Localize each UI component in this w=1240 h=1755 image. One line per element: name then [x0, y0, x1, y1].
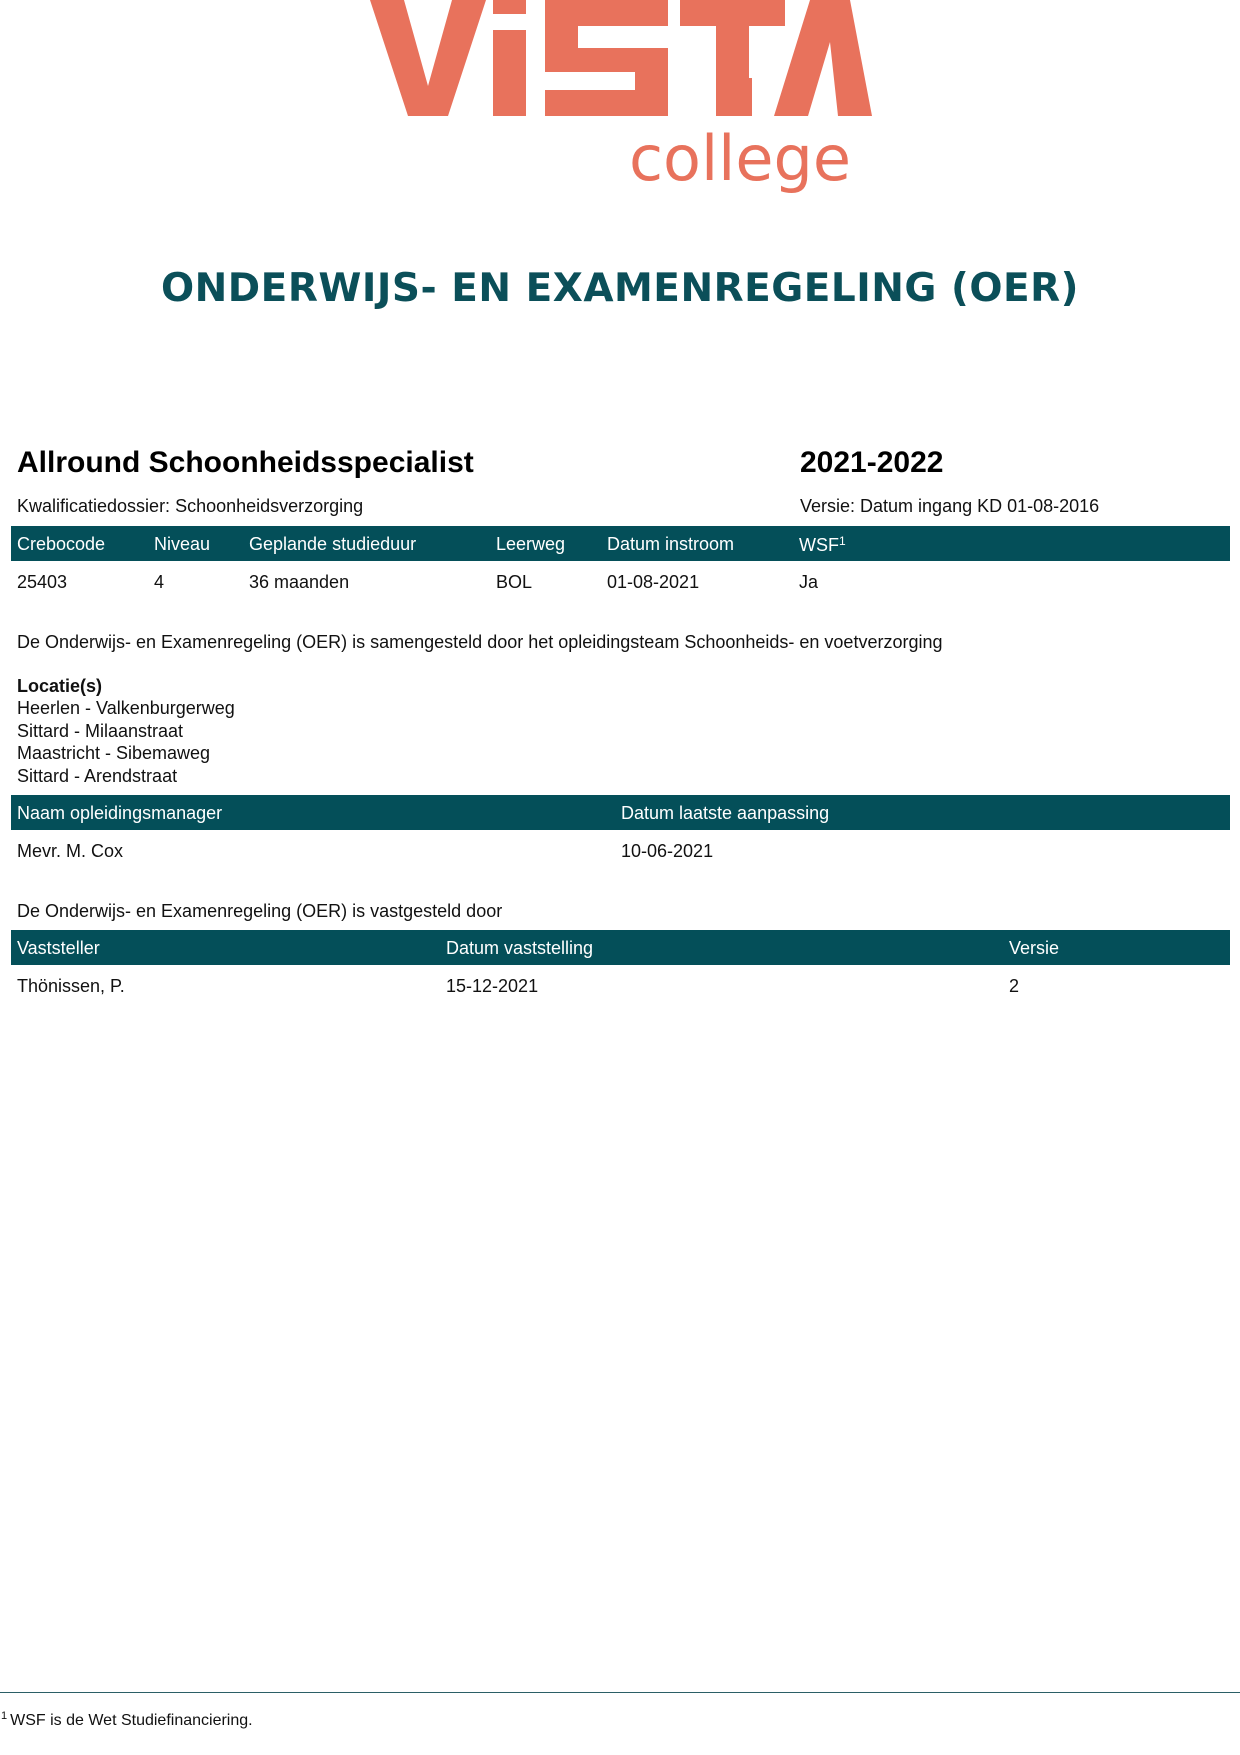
value-datum-vaststelling: 15-12-2021 [446, 976, 539, 996]
program-name: Allround Schoonheidsspecialist [17, 446, 474, 479]
logo-letter-v [370, 0, 486, 116]
header-datum-vaststelling: Datum vaststelling [446, 938, 594, 958]
version-note: Versie: Datum ingang KD 01-08-2016 [800, 496, 1100, 516]
logo-letter-i-dot [493, 0, 526, 14]
footnote-text: WSF is de Wet Studiefinanciering. [10, 1712, 253, 1729]
compiled-by-text: De Onderwijs- en Examenregeling (OER) is samengesteld door het opleidingsteam Schoonheids- en voetverzorging [17, 632, 943, 652]
header-last-change: Datum laatste aanpassing [621, 803, 830, 823]
value-wsf: Ja [799, 572, 819, 592]
vista-college-logo [0, 0, 1240, 210]
logo-letter-t-bar [680, 0, 785, 26]
header-leerweg: Leerweg [496, 534, 566, 554]
approval-table-header [11, 930, 1230, 965]
document-title: ONDERWIJS- EN EXAMENREGELING (OER) [161, 266, 1079, 311]
value-instroom: 01-08-2021 [607, 572, 700, 592]
header-niveau: Niveau [154, 534, 211, 554]
header-instroom: Datum instroom [607, 534, 735, 554]
locations-heading: Locatie(s) [17, 676, 103, 696]
footnote [1, 1710, 253, 1730]
logo-subword: college [628, 122, 852, 195]
logo-letter-i [493, 30, 526, 116]
value-manager: Mevr. M. Cox [17, 841, 124, 861]
footnote-divider [0, 1692, 1240, 1693]
header-crebocode: Crebocode [17, 534, 106, 554]
locations-list [17, 697, 235, 787]
value-niveau: 4 [154, 572, 165, 592]
value-vaststeller: Thönissen, P. [17, 976, 125, 996]
value-last-change: 10-06-2021 [621, 841, 714, 861]
value-studieduur: 36 maanden [249, 572, 350, 592]
location-item: Sittard - Milaanstraat [17, 720, 184, 741]
header-wsf-label: WSF [799, 535, 839, 555]
header-vaststeller: Vaststeller [17, 938, 100, 958]
value-crebocode: 25403 [17, 572, 68, 592]
value-versie: 2 [1009, 976, 1020, 996]
footnote-marker: 1 [1, 1710, 8, 1722]
logo-letter-a [774, 0, 872, 116]
location-item: Heerlen - Valkenburgerweg [17, 698, 235, 718]
location-item: Maastricht - Sibemaweg [17, 743, 211, 763]
logo-letter-s [545, 0, 668, 116]
established-by-text: De Onderwijs- en Examenregeling (OER) is vastgesteld door [17, 901, 503, 921]
value-leerweg: BOL [496, 572, 533, 592]
footnote-ref: 1 [839, 534, 846, 548]
manager-table-header [11, 795, 1230, 830]
qualification-dossier: Kwalificatiedossier: Schoonheidsverzorging [17, 496, 364, 516]
location-item: Sittard - Arendstraat [17, 765, 178, 786]
header-manager: Naam opleidingsmanager [17, 803, 223, 823]
header-studieduur: Geplande studieduur [249, 534, 417, 554]
school-year: 2021-2022 [800, 446, 944, 479]
logo-graphic [0, 0, 1240, 210]
logo-letter-a-mark [732, 78, 752, 116]
program-table-header [11, 526, 1230, 561]
header-wsf [799, 534, 846, 556]
header-versie: Versie [1009, 938, 1060, 958]
